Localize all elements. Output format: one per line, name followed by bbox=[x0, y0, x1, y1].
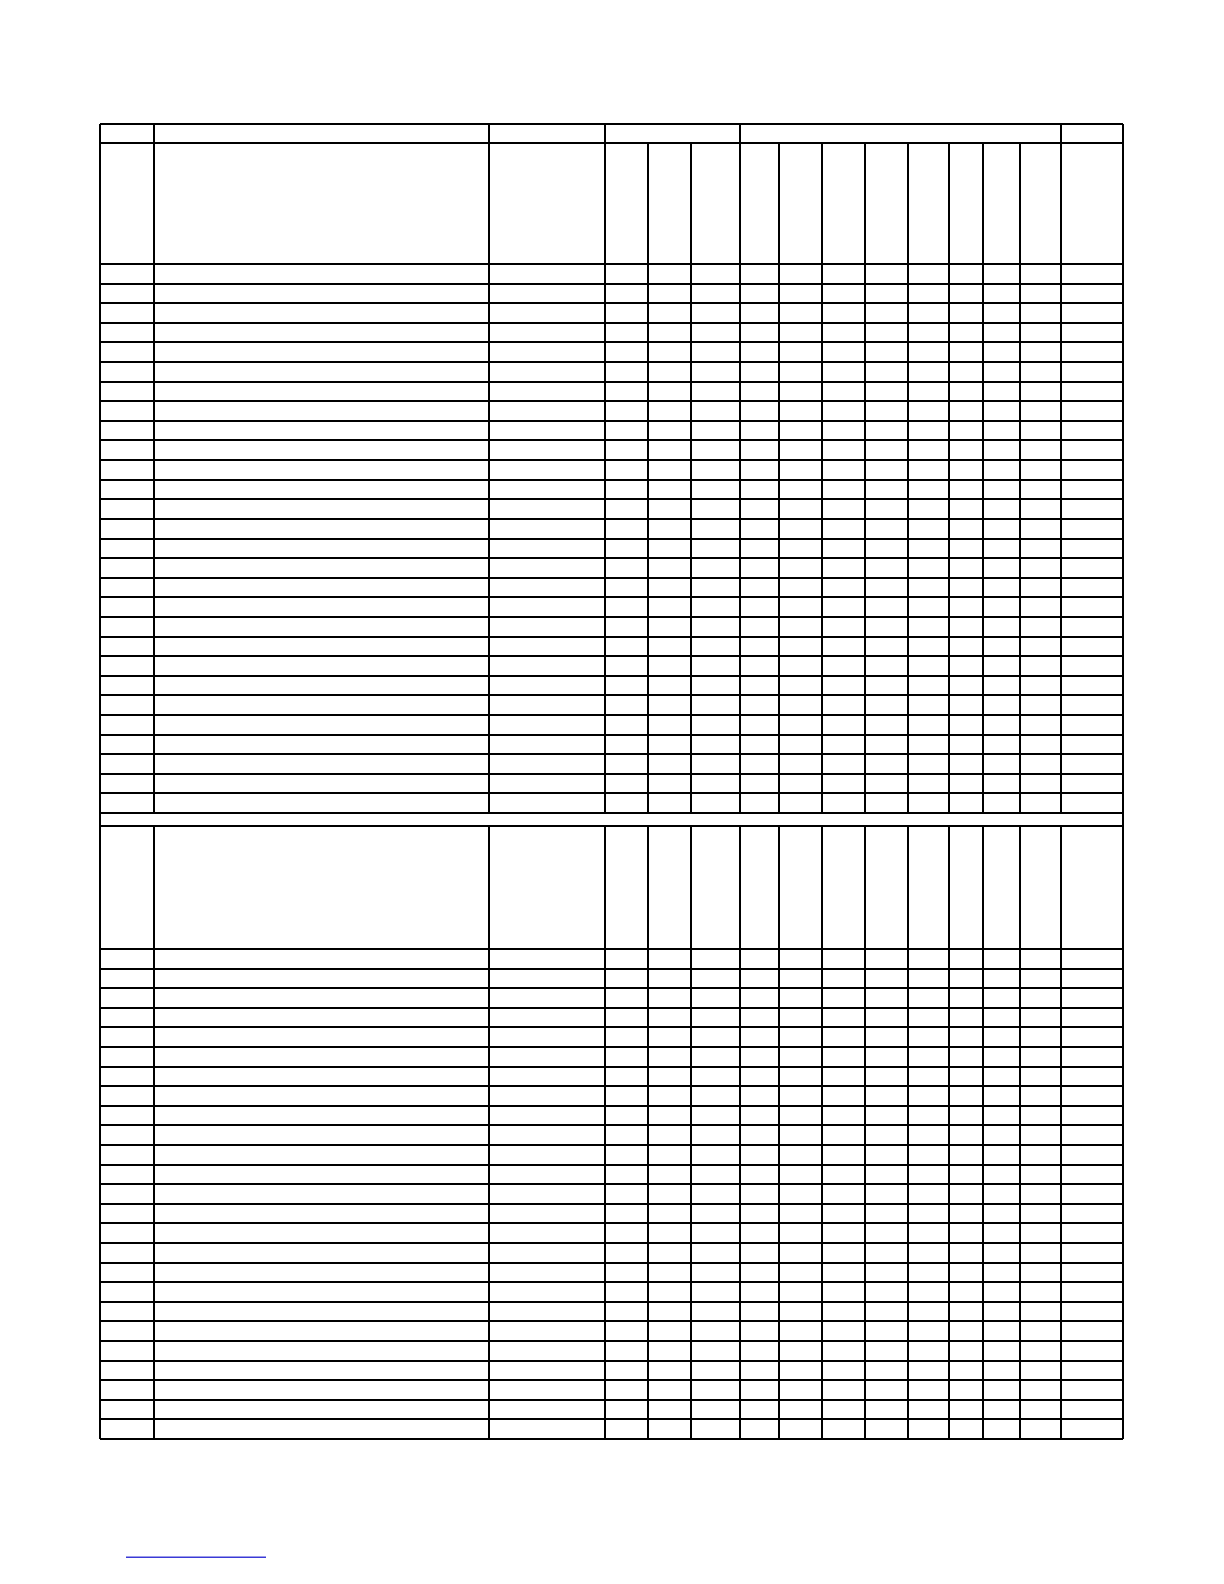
lower-table-section bbox=[100, 826, 1123, 1439]
form-outer-frame bbox=[100, 124, 1123, 1439]
top-header-strip bbox=[100, 124, 1123, 143]
upper-table-section bbox=[100, 143, 1123, 813]
